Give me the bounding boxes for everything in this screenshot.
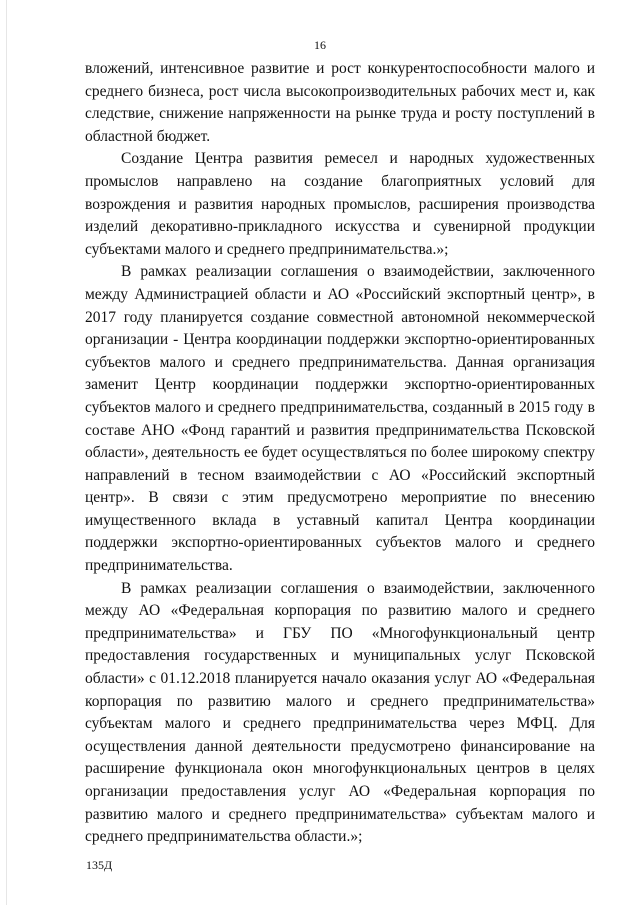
paragraph-export-center: В рамках реализации соглашения о взаимодействии, заключенного между Администрацией области и АО «Российский экспортный центр», в 2017 году планируется создание совместной автономной некоммерческой организации - Центра координации поддержки экспортно-ориентированных субъектов малого и среднего предпринимательства. Данная организация заменит Центр координации поддержки экспортно-ориентированных субъектов малого и среднего предпринимательства, созданный в 2015 году в составе АНО «Фонд гарантий и развития предпринимательства Псковской области», деятельность ее будет осуществляться по более широкому спектру направлений в тесном взаимодействии с АО «Российский экспортный центр». В связи с этим предусмотрено мероприятие по внесению имущественного вклада в уставный капитал Центра координации поддержки экспортно-ориентированных субъектов малого и среднего предпринимательства. [85, 263, 595, 575]
footer-document-code: 135Д [86, 858, 113, 872]
document-body [85, 58, 595, 849]
paragraph-mfc-services: В рамках реализации соглашения о взаимодействии, заключенного между АО «Федеральная корпорация по развитию малого и среднего предпринимательства» и ГБУ ПО «Многофункциональный центр предоставления государственных и муниципальных услуг Псковской области» с 01.12.2018 планируется начало оказания услуг АО «Федеральная корпорация по развитию малого и среднего предпринимательства» субъектам малого и среднего предпринимательства через МФЦ. Для осуществления данной деятельности предусмотрено финансирование на расширение функционала окон многофункциональных центров в целях организации предоставления услуг АО «Федеральная корпорация по развитию малого и среднего предпринимательства» субъектам малого и среднего предпринимательства области.»; [85, 579, 595, 846]
page-number: 16 [314, 38, 326, 52]
paragraph-crafts-center: Создание Центра развития ремесел и народных художественных промыслов направлено на создание благоприятных условий для возрождения и развития народных промыслов, расширения производства изделий декоративно-прикладного искусства и сувенирной продукции субъектами малого и среднего предпринимательства.»; [85, 150, 595, 258]
paragraph-continuation: вложений, интенсивное развитие и рост конкурентоспособности малого и среднего бизнеса, рост числа высокопроизводительных рабочих мест и, как следствие, снижение напряженности на рынке труда и росту поступлений в областной бюджет. [85, 60, 595, 145]
scan-edge-line [6, 0, 7, 905]
